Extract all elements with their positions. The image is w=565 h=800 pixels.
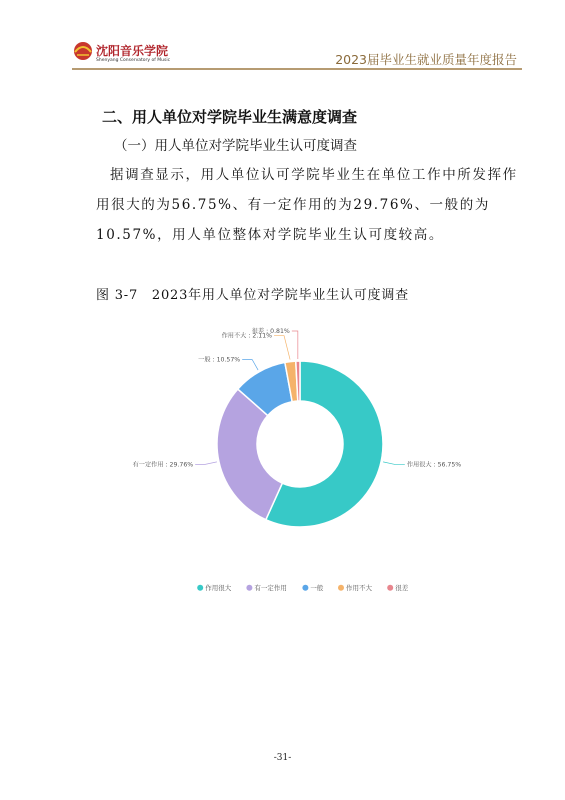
- legend-marker-1: [246, 585, 252, 591]
- sub-title: （一）用人单位对学院毕业生认可度调查: [114, 138, 357, 154]
- legend-label-2: 一般: [310, 584, 324, 592]
- donut-chart: [100, 320, 520, 620]
- report-title: 2023届毕业生就业质量年度报告: [335, 52, 517, 67]
- legend-marker-3: [338, 585, 344, 591]
- legend-label-0: 作用很大: [205, 584, 232, 592]
- leader-line-4: [292, 331, 298, 359]
- donut-chart-svg: [100, 320, 520, 620]
- logo-text: 沈阳音乐学院: [96, 44, 169, 58]
- legend-label-3: 作用不大: [346, 584, 372, 592]
- logo-subtext: Shenyang Conservatory of Music: [96, 58, 171, 63]
- legend-marker-0: [197, 585, 203, 591]
- slice-label-4: 很差 : 0.81%: [251, 328, 290, 336]
- slice-label-1: 有一定作用 : 29.76%: [132, 461, 194, 469]
- leader-line-2: [242, 360, 258, 370]
- header-divider: [72, 68, 522, 70]
- figure-caption: 图 3-7 2023年用人单位对学院毕业生认可度调查: [96, 288, 409, 303]
- leader-line-0: [383, 462, 405, 465]
- paragraph-text: 据调查显示，用人单位认可学院毕业生在单位工作中所发挥作用很大的为56.75%、有一定作用的为29.76%、一般的为10.57%，用人单位整体对学院毕业生认可度较高。: [96, 167, 518, 243]
- slice-label-2: 一般 : 10.57%: [198, 356, 241, 364]
- legend-marker-4: [387, 585, 393, 591]
- page-number: -31-: [273, 753, 292, 763]
- slice-label-0: 作用很大 : 56.75%: [406, 461, 462, 469]
- legend-label-1: 有一定作用: [254, 584, 287, 592]
- school-logo: [72, 44, 212, 70]
- leader-line-3: [274, 336, 290, 360]
- legend-label-4: 很差: [395, 584, 409, 592]
- section-title: 二、用人单位对学院毕业生满意度调查: [102, 108, 358, 126]
- body-paragraph: [96, 160, 520, 250]
- leader-line-1: [195, 462, 217, 465]
- page-header: [0, 0, 565, 70]
- emblem-icon: [72, 40, 94, 62]
- legend-marker-2: [302, 585, 308, 591]
- slice-label-3: 作用不大 : 2.11%: [221, 332, 273, 340]
